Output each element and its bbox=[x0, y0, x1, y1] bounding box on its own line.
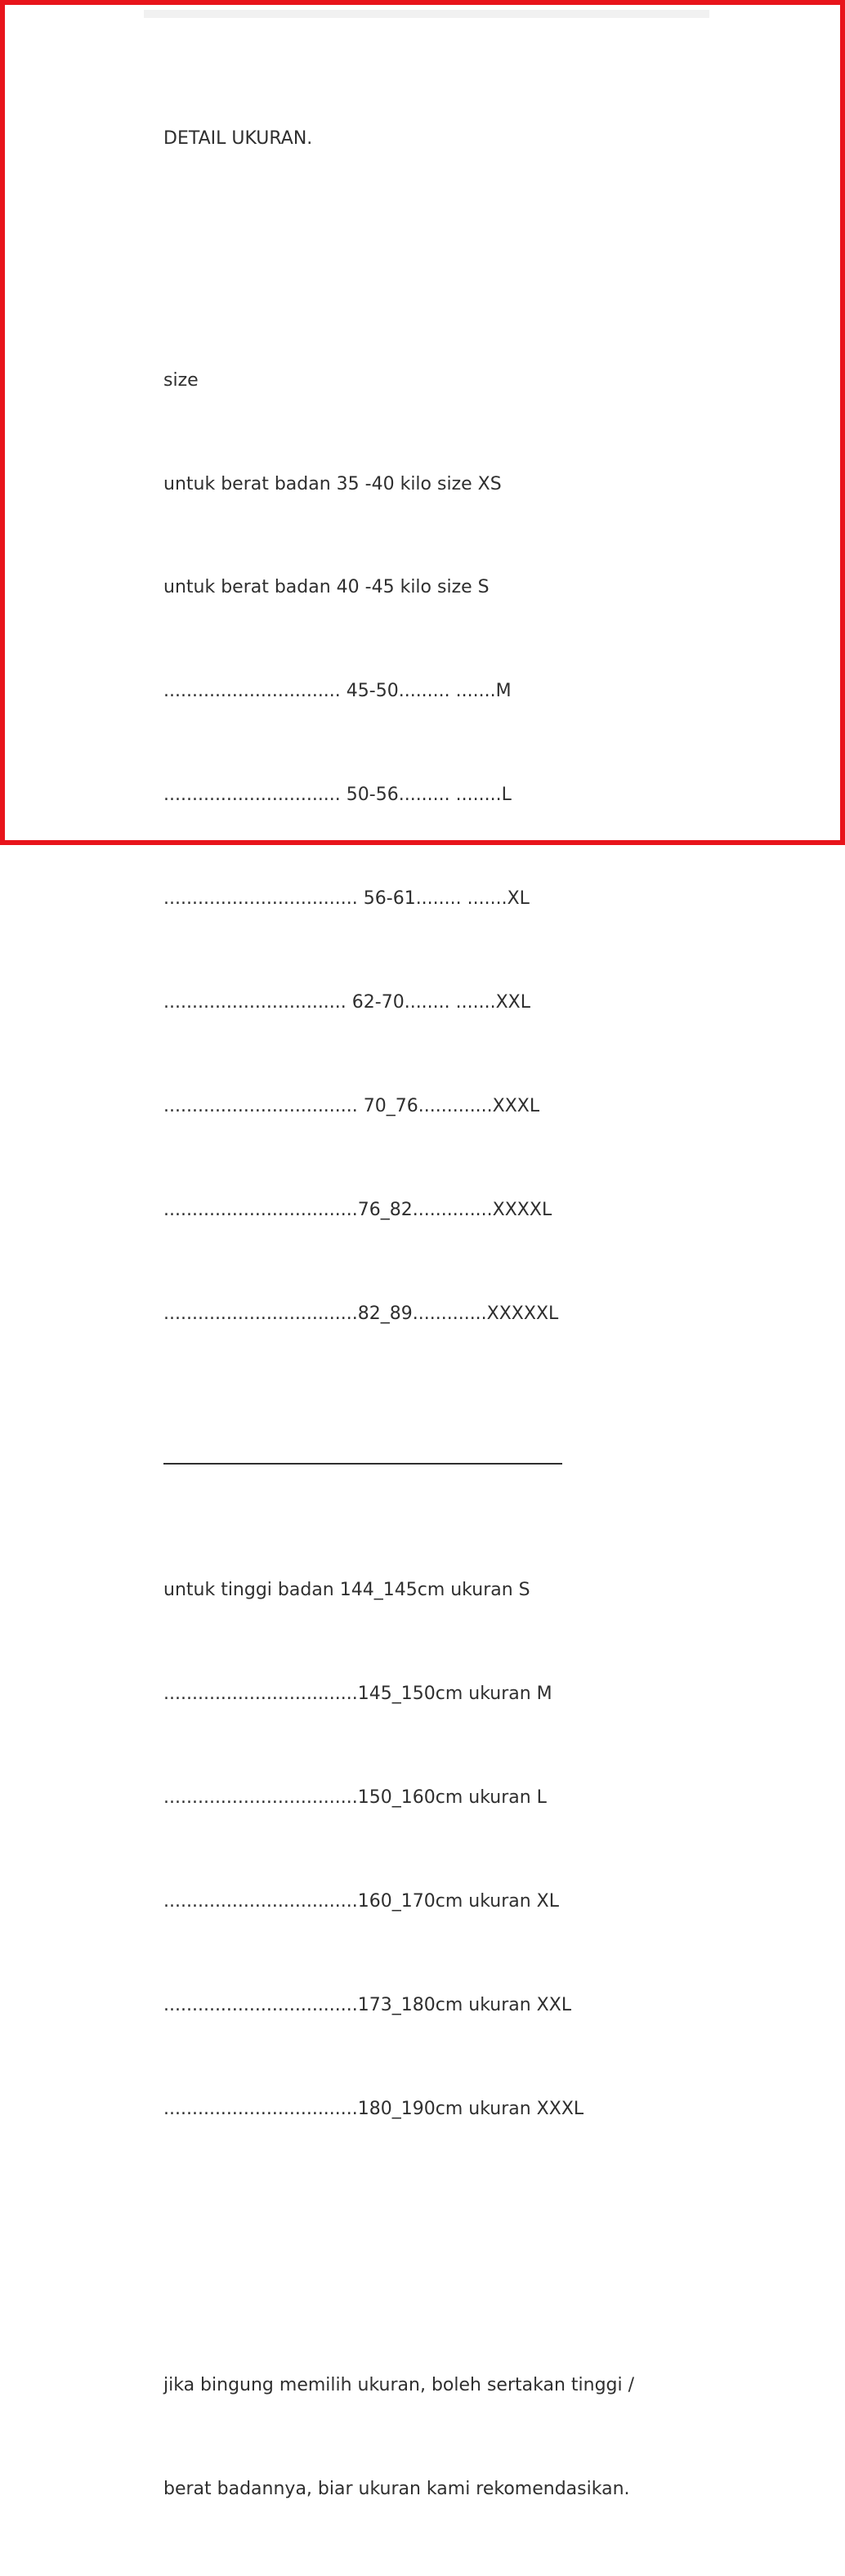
height-row: ..................................150_160cm ukuran L bbox=[163, 1787, 547, 1808]
weight-row: untuk berat badan 40 -45 kilo size S bbox=[163, 577, 490, 598]
section-divider bbox=[163, 1435, 817, 1469]
height-row: ..................................173_180cm ukuran XXL bbox=[163, 1994, 572, 2015]
top-strip bbox=[144, 10, 709, 18]
footer-note-line: berat badannya, biar ukuran kami rekomendasikan. bbox=[163, 2478, 630, 2499]
spacer bbox=[163, 225, 817, 259]
weight-row: ..................................82_89.............XXXXXL bbox=[163, 1303, 559, 1324]
weight-row: ..................................76_82..............XXXXL bbox=[163, 1199, 552, 1220]
weight-row: ............................... 45-50......... .......M bbox=[163, 681, 512, 702]
weight-row: untuk berat badan 35 -40 kilo size XS bbox=[163, 473, 502, 494]
spacer bbox=[163, 2230, 817, 2265]
footer-note-line: jika bingung memilih ukuran, boleh sertakan tinggi / bbox=[163, 2374, 635, 2395]
height-row: ..................................145_150cm ukuran M bbox=[163, 1683, 552, 1704]
weight-row: .................................. 70_76.............XXXL bbox=[163, 1095, 540, 1116]
height-row: ..................................180_190cm ukuran XXXL bbox=[163, 2098, 584, 2119]
size-detail-text bbox=[163, 52, 817, 2576]
weight-row: ............................... 50-56......... ........L bbox=[163, 785, 512, 806]
height-row: untuk tinggi badan 144_145cm ukuran S bbox=[163, 1580, 530, 1601]
size-label: size bbox=[163, 369, 199, 391]
weight-row: ................................ 62-70........ .......XXL bbox=[163, 992, 530, 1013]
height-row: ..................................160_170cm ukuran XL bbox=[163, 1890, 560, 1912]
weight-row: .................................. 56-61........ .......XL bbox=[163, 888, 530, 910]
page-title: DETAIL UKURAN. bbox=[163, 127, 313, 149]
